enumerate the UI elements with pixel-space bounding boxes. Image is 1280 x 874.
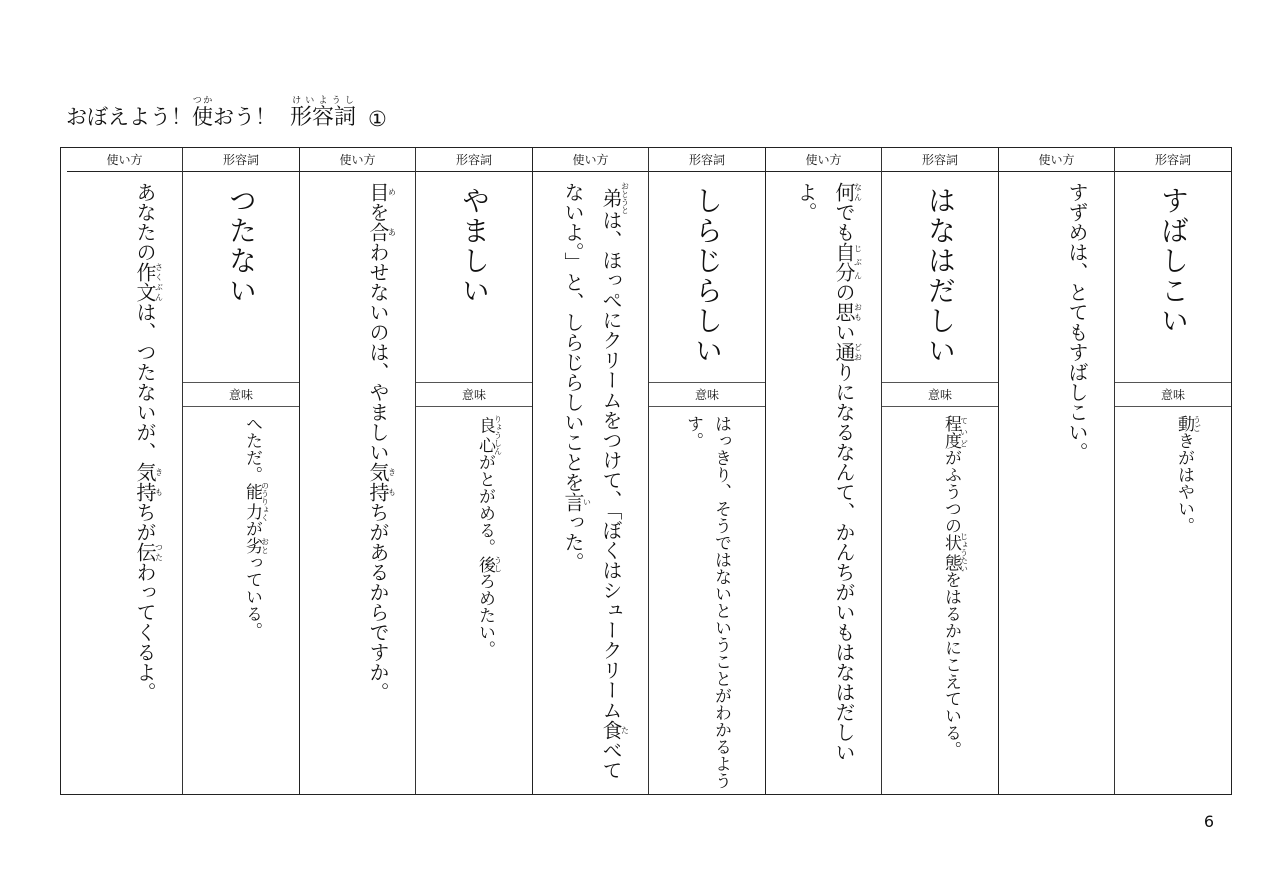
page-number: 6 xyxy=(1203,812,1214,831)
meaning-header: 意味 xyxy=(1115,383,1231,407)
meaning-header: 意味 xyxy=(649,383,765,407)
adjective-header: 形容詞 xyxy=(416,148,532,172)
meaning-text: 良心りょうしんがとがめる。後うしろめたい。 xyxy=(475,415,503,658)
meaning-cell xyxy=(649,407,765,797)
title-use-rest: おう！ xyxy=(213,105,276,129)
adjective-cell xyxy=(183,172,299,383)
usage-text: 何なんでも自分じぶんの思おもい通どおりになるなんて、かんちがいもはなはだしいよ。 xyxy=(794,182,863,762)
adjective-cell xyxy=(882,172,998,383)
meaning-text: 程度ていどがふうつの状態じょうたいをはるかにこえている。 xyxy=(941,415,969,758)
adjective-entry xyxy=(998,148,1231,794)
title-lead: おぼえよう！ xyxy=(66,105,192,129)
adjective-word: はなはだしい xyxy=(924,186,957,366)
adjective-column xyxy=(1115,148,1231,794)
title-number: ① xyxy=(368,107,387,131)
adjective-column xyxy=(882,148,998,794)
adjective-word: やましい xyxy=(458,186,491,306)
title-use-kanji: 使つか xyxy=(192,96,213,129)
usage-header: 使い方 xyxy=(999,148,1114,172)
usage-header: 使い方 xyxy=(67,148,182,172)
meaning-text: 動うごきがはやい。 xyxy=(1174,415,1202,534)
usage-cell xyxy=(766,172,881,797)
usage-cell xyxy=(999,172,1114,797)
adjective-word: しらじらしい xyxy=(691,186,724,366)
usage-column xyxy=(533,148,649,794)
usage-cell xyxy=(533,172,648,797)
meaning-cell xyxy=(416,407,532,797)
adjective-entry xyxy=(67,148,299,794)
adjective-word: すばしこい xyxy=(1157,186,1190,336)
meaning-text: へただ。能力のうりょくが劣おとっている。 xyxy=(242,415,270,639)
adjective-table xyxy=(60,147,1232,795)
usage-header: 使い方 xyxy=(766,148,881,172)
adjective-entry xyxy=(299,148,532,794)
usage-text: すずめは、とてもすばしこい。 xyxy=(1065,182,1089,462)
adjective-header: 形容詞 xyxy=(882,148,998,172)
adjective-header: 形容詞 xyxy=(1115,148,1231,172)
usage-column xyxy=(300,148,416,794)
meaning-cell xyxy=(183,407,299,797)
adjective-cell xyxy=(649,172,765,383)
usage-header: 使い方 xyxy=(300,148,415,172)
usage-column xyxy=(67,148,183,794)
usage-cell xyxy=(67,172,182,797)
adjective-entry xyxy=(532,148,765,794)
meaning-header: 意味 xyxy=(416,383,532,407)
adjective-cell xyxy=(416,172,532,383)
meaning-header: 意味 xyxy=(882,383,998,407)
usage-text: 弟おとうとは、ほっぺにクリームをつけて、「ぼくはシュークリーム食たべてないよ。」と、しらじらしいことを言いった。 xyxy=(561,182,630,780)
usage-text: 目めを合あわせないのは、やましい気持きもちがあるからですか。 xyxy=(366,182,397,702)
meaning-cell xyxy=(1115,407,1231,797)
meaning-cell xyxy=(882,407,998,797)
adjective-entry xyxy=(765,148,998,794)
adjective-word: つたない xyxy=(225,186,258,306)
meaning-text: はっきり、そうではないということがわかるようす。 xyxy=(683,415,731,789)
usage-text: あなたの作文さくぶんは、つたないが、気持きもちが伝つたわってくるよ。 xyxy=(133,182,164,702)
usage-header: 使い方 xyxy=(533,148,648,172)
meaning-header: 意味 xyxy=(183,383,299,407)
page-title xyxy=(66,96,387,131)
adjective-cell xyxy=(1115,172,1231,383)
adjective-column xyxy=(649,148,765,794)
adjective-header: 形容詞 xyxy=(649,148,765,172)
title-keyword: 形容詞けいようし xyxy=(290,96,357,130)
adjective-column xyxy=(183,148,299,794)
usage-cell xyxy=(300,172,415,797)
usage-column xyxy=(766,148,882,794)
adjective-column xyxy=(416,148,532,794)
usage-column xyxy=(999,148,1115,794)
adjective-header: 形容詞 xyxy=(183,148,299,172)
